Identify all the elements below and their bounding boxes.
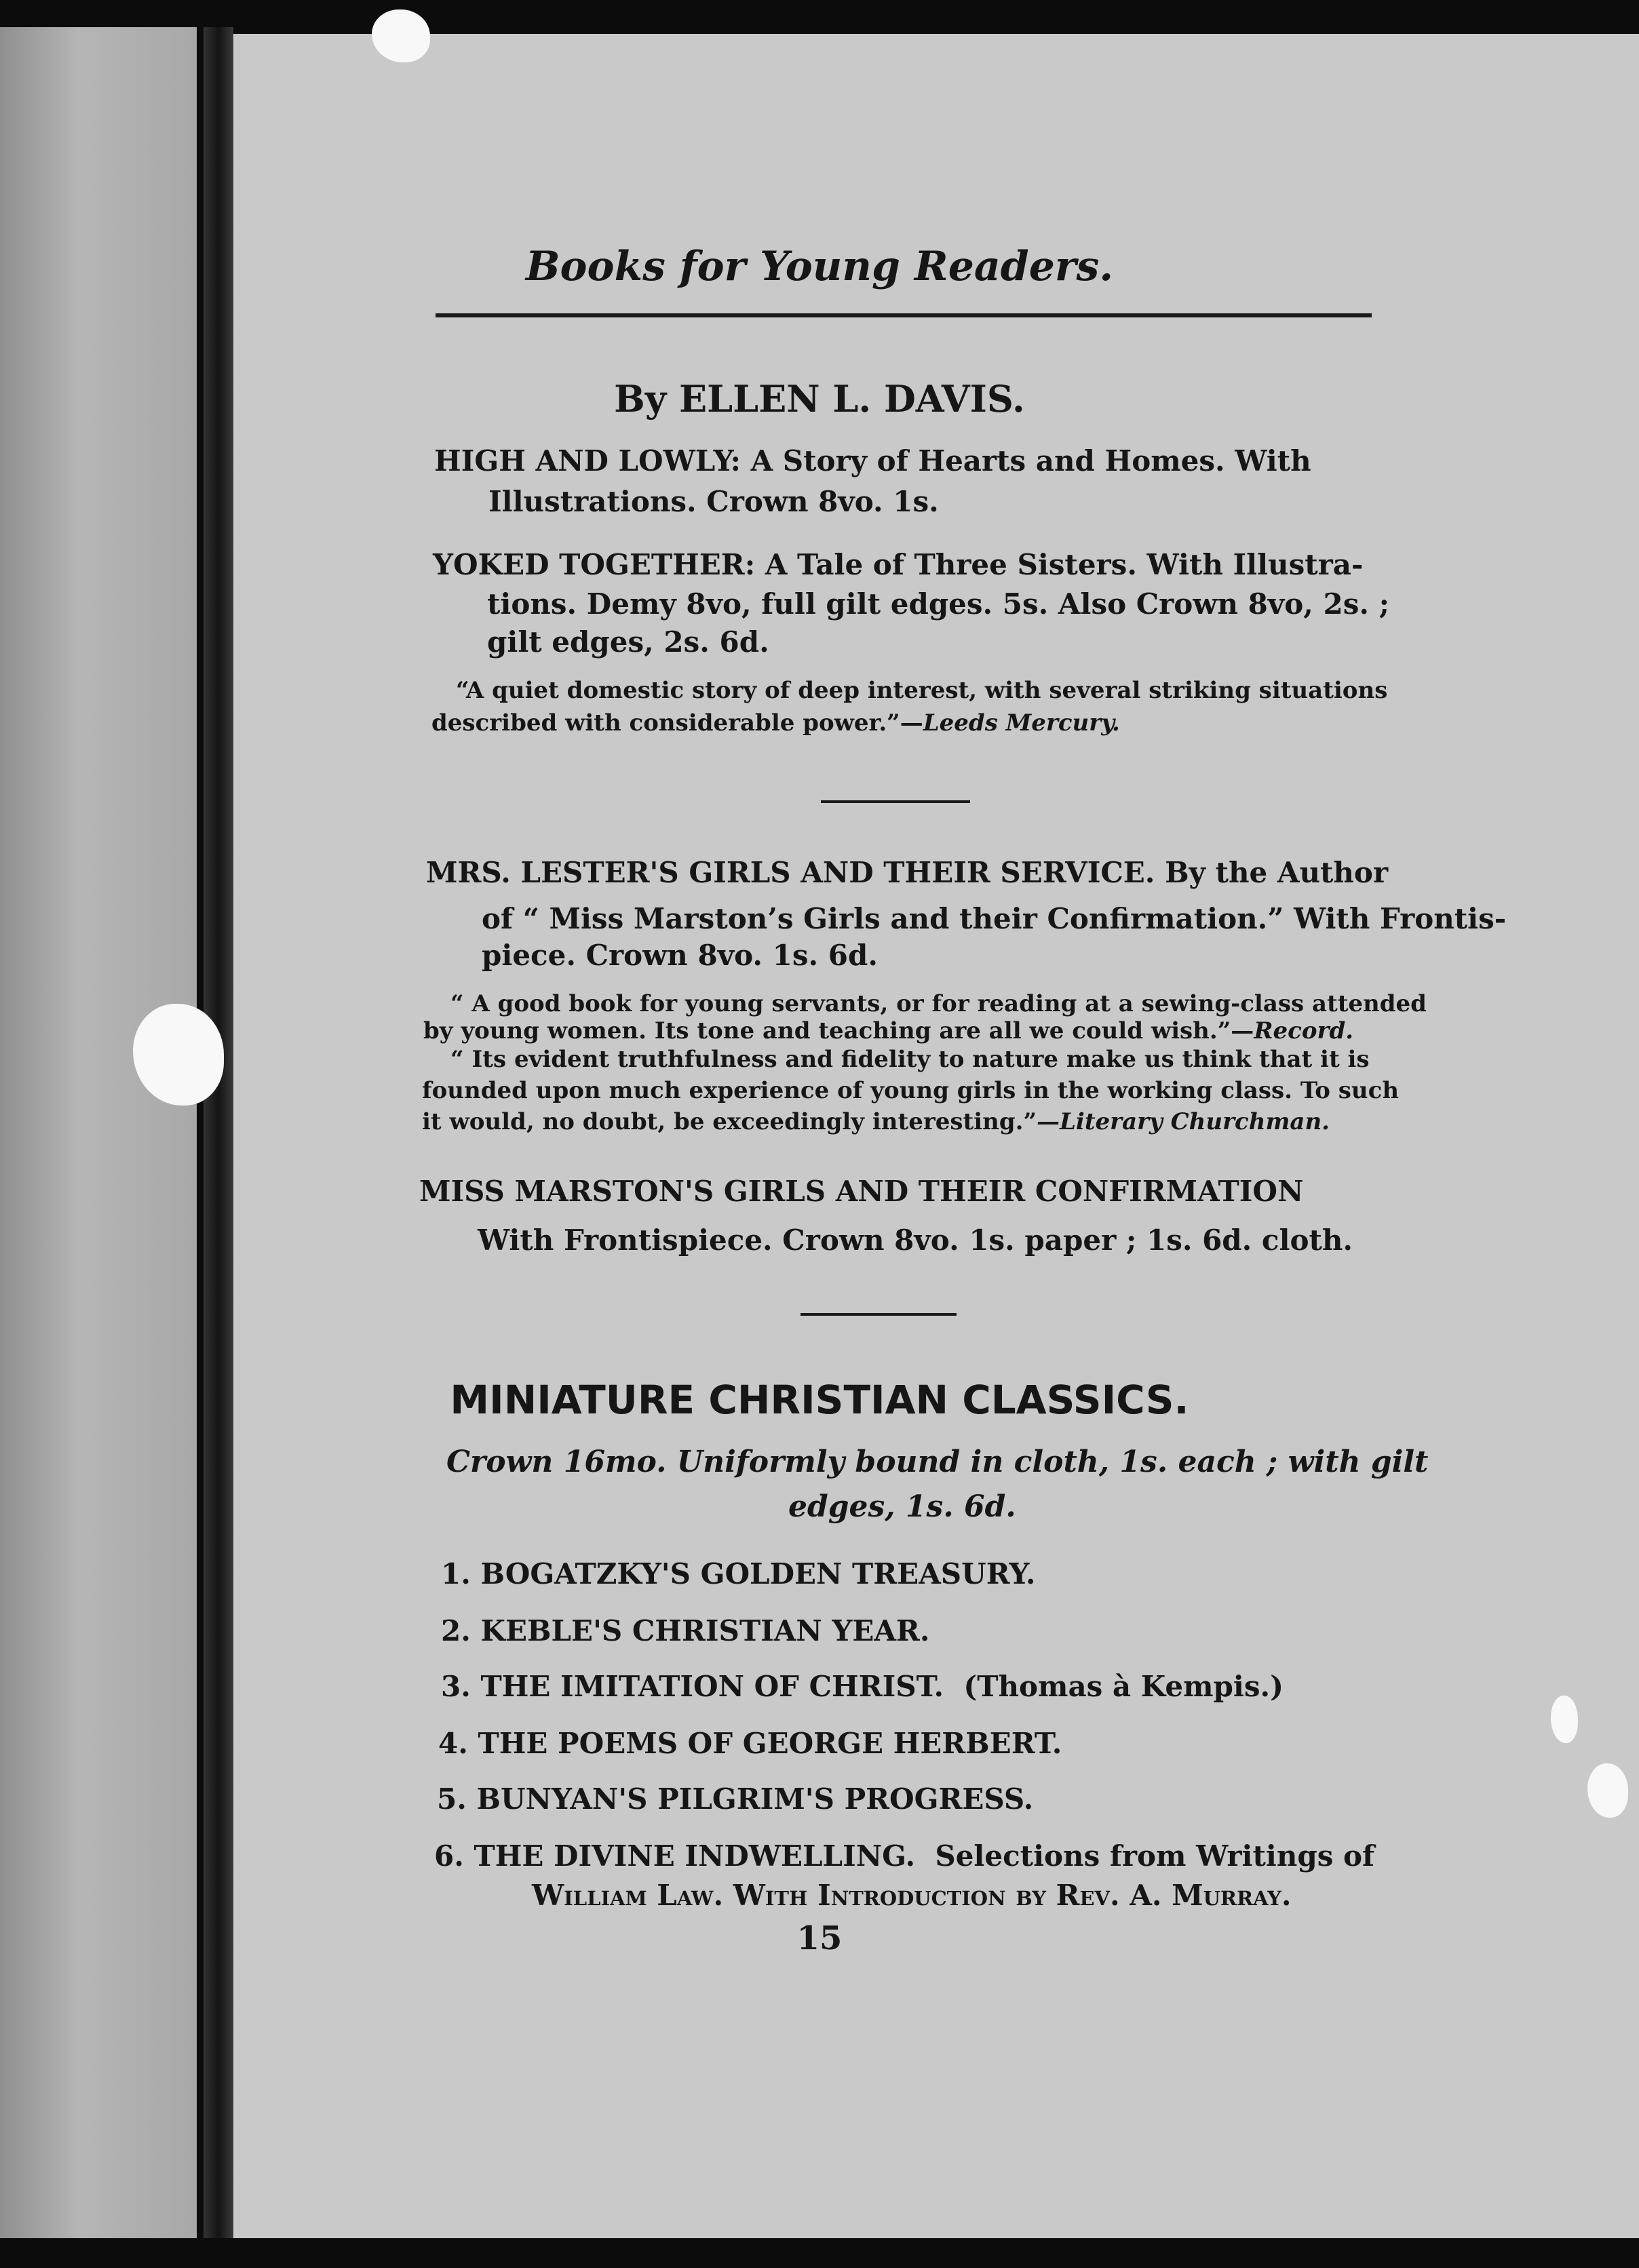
review-quote: [431, 709, 1120, 737]
entry-title: HIGH AND LOWLY:: [434, 444, 741, 477]
item-title: THE POEMS OF GEORGE HERBERT.: [478, 1727, 1062, 1760]
item-note: (Thomas à Kempis.): [963, 1670, 1284, 1703]
review-quote: “ Its evident truthfulness and fidelity to nature make us think that it is: [450, 1046, 1370, 1073]
section-divider: [801, 1313, 957, 1316]
entry-description: A Story of Hearts and Homes. With: [750, 444, 1311, 477]
review-text: described with considerable power.”—: [431, 709, 923, 737]
series-title: MINIATURE CHRISTIAN CLASSICS.: [450, 1377, 1189, 1423]
series-list-item: [437, 1782, 1033, 1816]
item-number: 1.: [441, 1557, 471, 1590]
entry-line: of “ Miss Marston’s Girls and their Confirmation.” With Frontis-: [482, 902, 1507, 935]
review-quote: [422, 1108, 1330, 1135]
item-number: 4.: [438, 1727, 468, 1760]
series-list-item: [441, 1614, 929, 1647]
series-list-item: [441, 1557, 1036, 1590]
item-number: 5.: [437, 1782, 467, 1816]
entry-title: YOKED TOGETHER:: [433, 548, 756, 581]
item-title: BOGATZKY'S GOLDEN TREASURY.: [480, 1557, 1036, 1590]
item-number: 6.: [434, 1839, 464, 1873]
entry-yoked-together: [433, 548, 1363, 581]
item-title: KEBLE'S CHRISTIAN YEAR.: [480, 1614, 930, 1647]
series-list-item: [441, 1670, 1284, 1703]
review-text: by young women. Its tone and teaching are all we could wish.”—: [423, 1017, 1254, 1044]
review-source: Leeds Mercury.: [923, 709, 1120, 737]
page-number: 15: [796, 1919, 843, 1957]
entry-description: A Tale of Three Sisters. With Illustra-: [765, 548, 1364, 581]
entry-line: gilt edges, 2s. 6d.: [487, 625, 769, 659]
entry-description: By the Author: [1165, 856, 1389, 889]
item-title: BUNYAN'S PILGRIM'S PROGRESS.: [476, 1782, 1034, 1816]
item-number: 2.: [441, 1614, 471, 1647]
header-rule: [436, 313, 1372, 317]
entry-line: Illustrations. Crown 8vo. 1s.: [488, 485, 939, 518]
item-title: THE IMITATION OF CHRIST.: [480, 1670, 944, 1703]
review-quote: “ A good book for young servants, or for reading at a sewing-class attended: [450, 990, 1427, 1017]
item-title: THE DIVINE INDWELLING.: [474, 1839, 916, 1873]
review-source: Record.: [1254, 1017, 1354, 1044]
series-subtitle: edges, 1s. 6d.: [788, 1489, 1016, 1524]
entry-line: With Frontispiece. Crown 8vo. 1s. paper ; 1s. 6d. cloth.: [478, 1224, 1353, 1257]
entry-mrs-lesters-girls: [426, 856, 1388, 889]
item-number: 3.: [441, 1670, 471, 1703]
entry-line: piece. Crown 8vo. 1s. 6d.: [482, 939, 878, 972]
series-list-item: [434, 1839, 1374, 1873]
entry-miss-marstons-girls: MISS MARSTON'S GIRLS AND THEIR CONFIRMATION: [419, 1175, 1304, 1208]
item-note: Selections from Writings of: [935, 1839, 1375, 1873]
section-divider: [821, 800, 970, 803]
series-subtitle: Crown 16mo. Uniformly bound in cloth, 1s. each ; with gilt: [446, 1445, 1429, 1479]
review-quote: founded upon much experience of young girls in the working class. To such: [422, 1077, 1400, 1104]
review-source: Literary Churchman.: [1060, 1108, 1330, 1135]
entry-line: tions. Demy 8vo, full gilt edges. 5s. Also Crown 8vo, 2s. ;: [487, 587, 1390, 621]
series-list-item: [438, 1727, 1062, 1760]
entry-high-and-lowly: [434, 444, 1311, 477]
review-text: it would, no doubt, be exceedingly interesting.”—: [422, 1108, 1060, 1135]
author-heading: By ELLEN L. DAVIS.: [614, 377, 1025, 421]
review-quote: “A quiet domestic story of deep interest, with several striking situations: [456, 677, 1388, 704]
review-quote: [423, 1017, 1353, 1044]
entry-title: MRS. LESTER'S GIRLS AND THEIR SERVICE.: [426, 856, 1155, 889]
series-item-continuation: William Law. With Introduction by Rev. A. Murray.: [532, 1879, 1292, 1912]
running-head: Books for Young Readers.: [525, 243, 1114, 290]
